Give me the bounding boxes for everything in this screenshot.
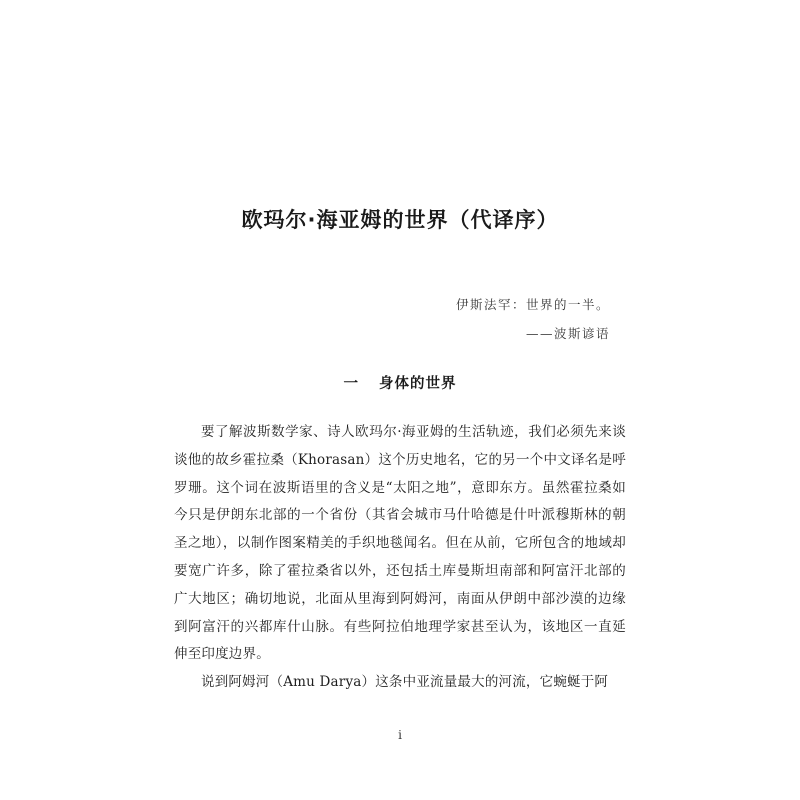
epigraph xyxy=(456,290,610,348)
section-number: 一 xyxy=(343,376,359,392)
epigraph-quote: 伊斯法罕：世界的一半。 xyxy=(455,297,610,312)
page-number: i xyxy=(398,728,402,742)
paragraph: 要了解波斯数学家、诗人欧玛尔·海亚姆的生活轨迹，我们必须先来谈谈他的故乡霍拉桑（Khorasan）这个历史地名，它的另一个中文译名是呼罗珊。这个词在波斯语里的含义是“太阳之地”，意即东方。虽然霍拉桑如今只是伊朗东北部的一个省份（其省会城市马什哈德是什叶派穆斯林的朝圣之地），以制作图案精美的手织地毯闻名。但在从前，它所包含的地域却要宽广许多，除了霍拉桑省以外，还包括土库曼斯坦南部和阿富汗北部的广大地区；确切地说，北面从里海到阿姆河，南面从伊朗中部沙漠的边缘到阿富汗的兴都库什山脉。有些阿拉伯地理学家甚至认为，该地区一直延伸至印度边界。 xyxy=(174,424,626,663)
section-heading xyxy=(0,372,800,393)
body-text xyxy=(174,419,626,697)
epigraph-attribution: ——波斯谚语 xyxy=(525,326,610,341)
section-title: 身体的世界 xyxy=(379,376,457,392)
chapter-title: 欧玛尔·海亚姆的世界（代译序） xyxy=(241,208,559,232)
paragraph: 说到阿姆河（Amu Darya）这条中亚流量最大的河流，它蜿蜒于阿 xyxy=(201,674,609,691)
